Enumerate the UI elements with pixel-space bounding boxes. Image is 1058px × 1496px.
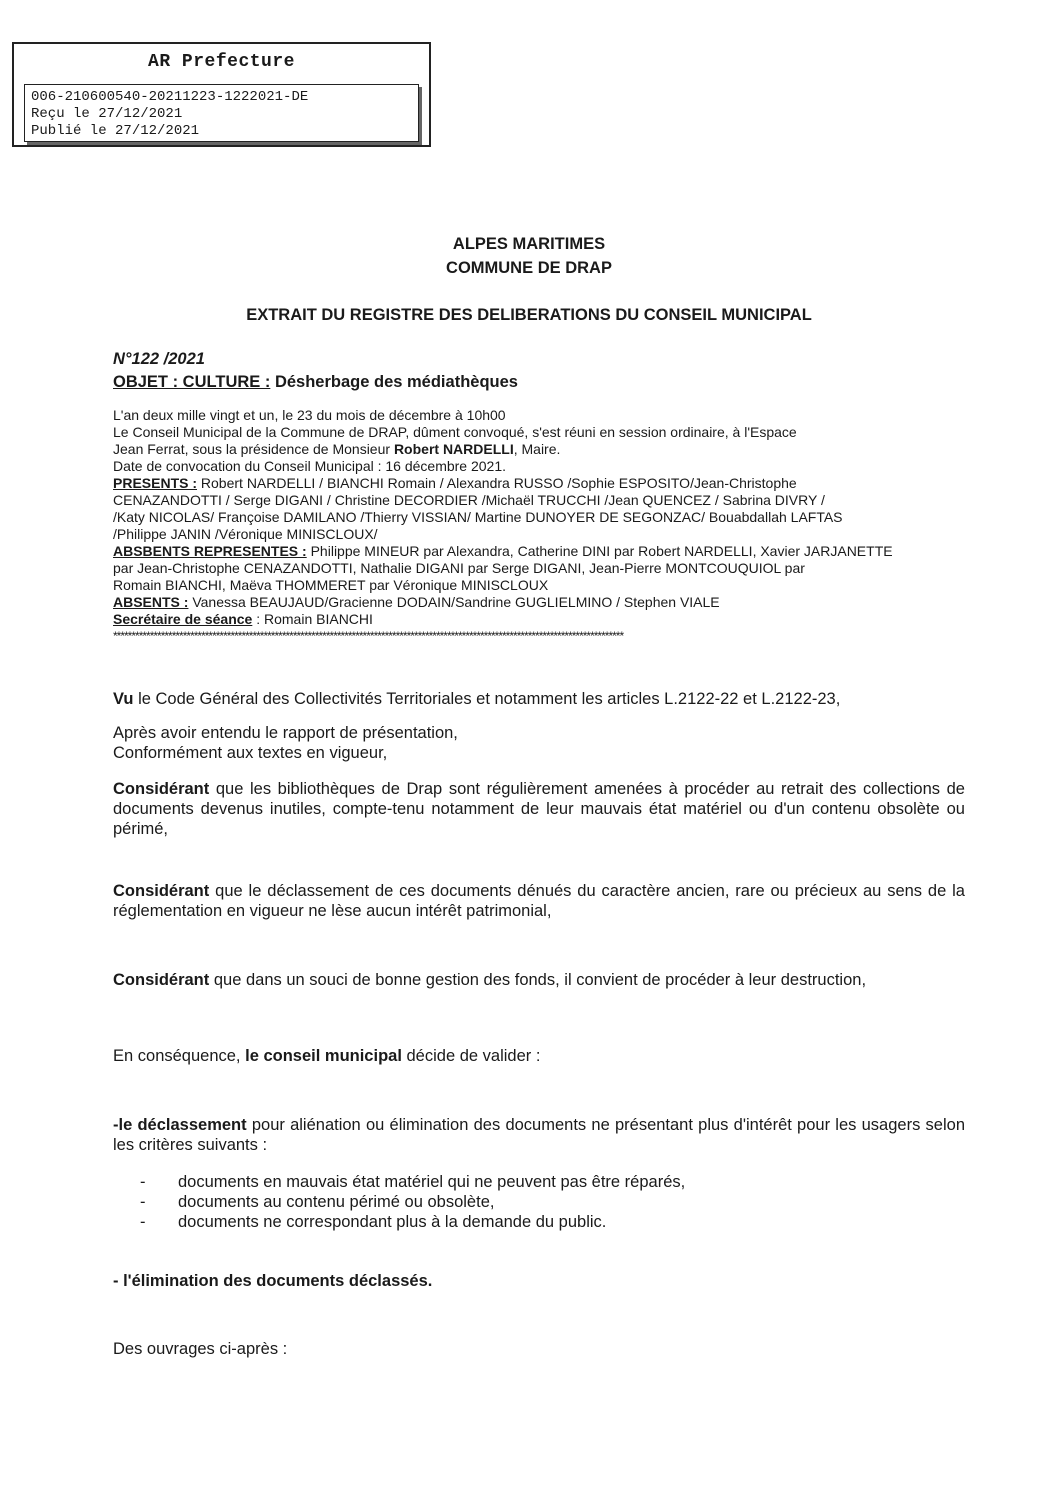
secretary-label: Secrétaire de séance <box>113 611 253 627</box>
stamp-received: Reçu le 27/12/2021 <box>31 106 183 122</box>
criteria-item <box>140 1212 960 1232</box>
council-line-2 <box>113 441 973 458</box>
presents-names-1: Robert NARDELLI / BIANCHI Romain / Alexandra RUSSO /Sophie ESPOSITO/Jean-Christophe <box>197 475 797 491</box>
apres-line: Après avoir entendu le rapport de présentation, <box>113 724 458 742</box>
convocation-date: Date de convocation du Conseil Municipal : 16 décembre 2021. <box>113 458 507 474</box>
presents-line-3: /Katy NICOLAS/ Françoise DAMILANO /Thierry VISSIAN/ Martine DUNOYER DE SEGONZAC/ Bouabdallah LAFTAS <box>113 509 843 525</box>
vu-paragraph <box>113 689 968 709</box>
absents-line <box>113 594 973 611</box>
stamp-published: Publié le 27/12/2021 <box>31 123 200 139</box>
considerant-1 <box>113 779 965 839</box>
presents-line-2: CENAZANDOTTI / Serge DIGANI / Christine DECORDIER /Michaël TRUCCHI /Jean QUENCEZ / Sabrina DIVRY / <box>113 492 825 508</box>
criteria-text: documents au contenu périmé ou obsolète, <box>178 1193 495 1211</box>
criteria-bullet: - <box>140 1213 146 1231</box>
consequence-post: décide de valider : <box>401 1047 541 1065</box>
considerant-2-text: que le déclassement de ces documents dénués du caractère ancien, rare ou précieux au sens de la réglementation en vigueur ne lèse aucun intérêt patrimonial, <box>113 882 965 920</box>
vu-bold: Vu <box>113 690 134 708</box>
considerant-1-bold: Considérant <box>113 780 210 798</box>
criteria-text: documents en mauvais état matériel qui ne peuvent pas être réparés, <box>178 1173 686 1191</box>
criteria-bullet: - <box>140 1173 146 1191</box>
prefecture-stamp <box>12 42 431 147</box>
declassement-bold: -le déclassement <box>113 1116 247 1134</box>
deliberation-number: N°122 /2021 <box>113 350 205 368</box>
represented-line-1 <box>113 543 973 560</box>
elimination-line: - l'élimination des documents déclassés. <box>113 1272 433 1290</box>
session-block <box>113 407 973 645</box>
considerant-2-bold: Considérant <box>113 882 210 900</box>
consequence-bold: le conseil municipal <box>245 1047 402 1065</box>
deliberation-object <box>113 373 518 392</box>
object-text: Désherbage des médiathèques <box>274 373 518 391</box>
separator-line: ******************************************************************************************************************************************* <box>113 629 624 643</box>
secretary-line <box>113 611 973 628</box>
considerant-3-bold: Considérant <box>113 971 210 989</box>
secretary-name: : Romain BIANCHI <box>252 611 373 627</box>
represented-label: ABSBENTS REPRESENTES : <box>113 543 307 559</box>
consequence-line <box>113 1046 968 1066</box>
session-date: L'an deux mille vingt et un, le 23 du mois de décembre à 10h00 <box>113 407 506 423</box>
stamp-details <box>24 84 419 142</box>
criteria-text: documents ne correspondant plus à la demande du public. <box>178 1213 607 1231</box>
considerant-1-text: que les bibliothèques de Drap sont régulièrement amenées à procéder au retrait des collections de documents devenus inutiles, compte-tenu notamment de leur mauvais état matériel ou d'un contenu obsolète ou périmé, <box>113 780 965 838</box>
consequence-pre: En conséquence, <box>113 1047 246 1065</box>
stamp-reference: 006-210600540-20211223-1222021-DE <box>31 89 309 105</box>
presents-line-1 <box>113 475 973 492</box>
criteria-item <box>140 1172 960 1192</box>
declassement-text: pour aliénation ou élimination des documents ne présentant plus d'intérêt pour les usagers selon les critères suivants : <box>113 1116 965 1154</box>
presents-label: PRESENTS : <box>113 475 198 491</box>
commune-heading: COMMUNE DE DRAP <box>446 259 612 277</box>
president-name: Robert NARDELLI <box>393 441 514 457</box>
ouvrages-line: Des ouvrages ci-après : <box>113 1340 288 1358</box>
stamp-title: AR Prefecture <box>148 52 295 72</box>
object-label: OBJET : CULTURE : <box>113 373 271 391</box>
considerant-3-text: que dans un souci de bonne gestion des fonds, il convient de procéder à leur destruction, <box>209 971 867 989</box>
represented-names-1: Philippe MINEUR par Alexandra, Catherine DINI par Robert NARDELLI, Xavier JARJANETTE <box>306 543 893 559</box>
conformement-line: Conformément aux textes en vigueur, <box>113 744 388 762</box>
declassement-paragraph <box>113 1115 965 1155</box>
presents-line-4: /Philippe JANIN /Véronique MINISCLOUX/ <box>113 526 378 542</box>
department-heading: ALPES MARITIMES <box>452 235 606 253</box>
council-line-2-end: , Maire. <box>513 441 561 457</box>
represented-line-3: Romain BIANCHI, Maëva THOMMERET par Véronique MINISCLOUX <box>113 577 549 593</box>
register-title: EXTRAIT DU REGISTRE DES DELIBERATIONS DU CONSEIL MUNICIPAL <box>246 306 812 324</box>
absents-names: Vanessa BEAUJAUD/Gracienne DODAIN/Sandrine GUGLIELMINO / Stephen VIALE <box>188 594 720 610</box>
considerant-3 <box>113 970 965 990</box>
represented-line-2: par Jean-Christophe CENAZANDOTTI, Nathalie DIGANI par Serge DIGANI, Jean-Pierre MONTCOUQUIOL par <box>113 560 805 576</box>
criteria-list <box>140 1172 960 1232</box>
criteria-item <box>140 1192 960 1212</box>
council-line-2-text: Jean Ferrat, sous la présidence de Monsieur <box>113 441 394 457</box>
council-line-1: Le Conseil Municipal de la Commune de DRAP, dûment convoqué, s'est réuni en session ordinaire, à l'Espace <box>113 424 797 440</box>
absents-label: ABSENTS : <box>113 594 189 610</box>
considerant-2 <box>113 881 965 921</box>
criteria-bullet: - <box>140 1193 146 1211</box>
vu-text: le Code Général des Collectivités Territoriales et notamment les articles L.2122-22 et L.2122-23, <box>133 690 841 708</box>
